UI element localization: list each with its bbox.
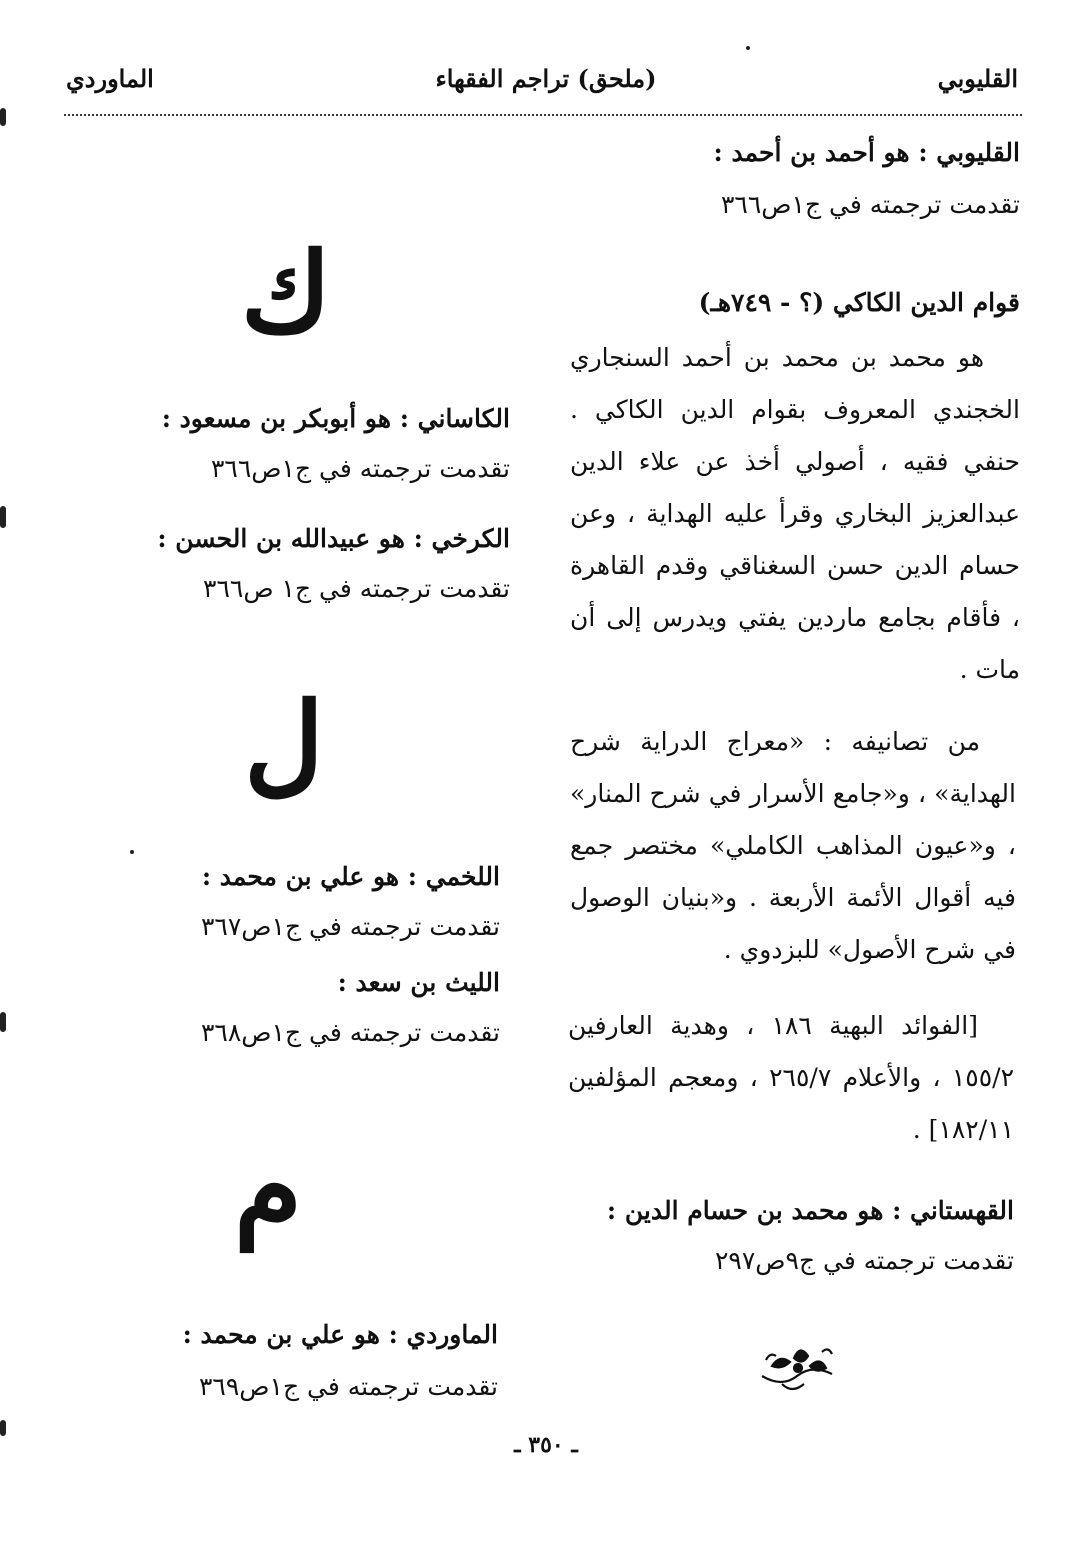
section-letter-mim: م bbox=[233, 1122, 303, 1251]
entry-quhistani-name: القهستاني : هو محمد بن حسام الدين : bbox=[606, 1196, 1014, 1225]
entry-kasani-name: الكاساني : هو أبوبكر بن مسعود : bbox=[161, 404, 510, 433]
running-head-title: (ملحق) تراجم الفقهاء bbox=[435, 64, 657, 93]
entry-kaki-sources: [الفوائد البهية ١٨٦ ، وهدية العارفين ١٥٥/٢ ، والأعلام ٢٦٥/٧ ، ومعجم المؤلفين ١٨٢/١١] . bbox=[568, 1011, 1015, 1144]
scan-edge-mark bbox=[0, 108, 6, 126]
entry-kaki-works: من تصانيفه : «معراج الدراية شرح الهداية» ، و«جامع الأسرار في شرح المنار» ، و«عيون المذاهب الكاملي» مختصر جمع فيه أقوال الأئمة الأربعة . و«بنيان الوصول في شرح الأصول» للبزدوي . bbox=[570, 727, 1016, 964]
entry-lakhmi-ref: تقدمت ترجمته في ج١ص٣٦٧ bbox=[200, 912, 500, 941]
scan-edge-mark bbox=[0, 506, 6, 528]
entry-mawardi-ref: تقدمت ترجمته في ج١ص٣٦٩ bbox=[198, 1372, 498, 1401]
entry-mawardi-name: الماوردي : هو علي بن محمد : bbox=[182, 1320, 498, 1349]
entry-layth-ref: تقدمت ترجمته في ج١ص٣٦٨ bbox=[200, 1018, 500, 1047]
scan-speck bbox=[746, 46, 750, 50]
running-head-left: الماوردي bbox=[66, 64, 154, 93]
floral-ornament-icon bbox=[752, 1336, 842, 1396]
entry-qalyubi-name: القليوبي : هو أحمد بن أحمد : bbox=[713, 138, 1020, 167]
entry-kasani-ref: تقدمت ترجمته في ج١ص٣٦٦ bbox=[210, 454, 510, 483]
scan-edge-mark bbox=[0, 1420, 6, 1436]
entry-karkhi-name: الكرخي : هو عبيدالله بن الحسن : bbox=[157, 524, 510, 553]
entry-kaki-bio: هو محمد بن محمد بن أحمد السنجاري الخجندي المعروف بقوام الدين الكاكي . حنفي فقيه ، أصولي أخذ عن علاء الدين عبدالعزيز البخاري وقرأ عليه الهداية ، وعن حسام الدين حسن السغناقي وقدم القاهرة ، فأقام بجامع ماردين يفتي ويدرس إلى أن مات . bbox=[570, 343, 1020, 684]
page-number: ـ ٣٥٠ ـ bbox=[514, 1432, 578, 1458]
entry-karkhi-ref: تقدمت ترجمته في ج١ ص٣٦٦ bbox=[203, 574, 510, 603]
section-letter-kaf: ك bbox=[240, 228, 332, 357]
entry-layth-name: الليث بن سعد : bbox=[337, 968, 500, 997]
entry-qalyubi-ref: تقدمت ترجمته في ج١ص٣٦٦ bbox=[720, 190, 1020, 219]
scan-speck bbox=[130, 850, 134, 854]
entry-lakhmi-name: اللخمي : هو علي بن محمد : bbox=[201, 862, 500, 891]
entry-quhistani-ref: تقدمت ترجمته في ج٩ص٢٩٧ bbox=[714, 1246, 1014, 1275]
scan-edge-mark bbox=[0, 1012, 6, 1032]
running-head-right: القليوبي bbox=[937, 64, 1018, 93]
entry-kaki-title: قوام الدين الكاكي (؟ - ٧٤٩هـ) bbox=[698, 288, 1020, 317]
header-divider bbox=[64, 114, 1022, 116]
section-letter-lam: ل bbox=[244, 678, 324, 807]
